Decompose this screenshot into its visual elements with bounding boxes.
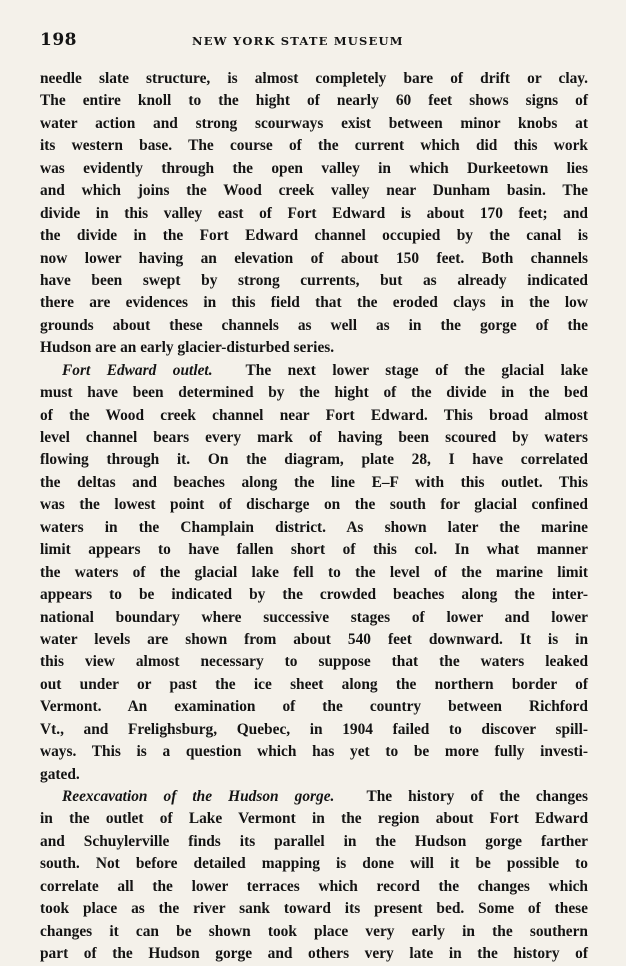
paragraph-3 [40, 786, 588, 966]
text-line: have been swept by strong currents, but as already indicated [40, 271, 588, 289]
text-line: Hudson are an early glacier-disturbed series. [40, 339, 335, 357]
section-heading-fort-edward-outlet: Fort Edward outlet. [62, 361, 213, 379]
text-line: limit appears to have fallen short of this col. In what manner [40, 541, 588, 559]
text-line: took place as the river sank toward its present bed. Some of these [40, 900, 588, 918]
text-line: national boundary where successive stages of lower and lower [40, 608, 588, 626]
text-line: was the lowest point of discharge on the south for glacial confined [40, 496, 588, 514]
page-number: 198 [40, 30, 77, 50]
text-line: out under or past the ice sheet along the northern border of [40, 675, 588, 693]
text-line: Vermont. An examination of the country between Richford [40, 698, 588, 716]
text-line: and which joins the Wood creek valley near Dunham basin. The [40, 182, 588, 200]
text-line: of the Wood creek channel near Fort Edward. This broad almost [40, 406, 588, 424]
text-line: appears to be indicated by the crowded beaches along the inter- [40, 586, 588, 604]
text-line: was evidently through the open valley in which Durkeetown lies [40, 159, 588, 177]
running-head [40, 30, 588, 54]
text-line: must have been determined by the hight of the divide in the bed [40, 384, 588, 402]
text-line: The entire knoll to the hight of nearly 60 feet shows signs of [40, 92, 588, 110]
text-line: and Schuylerville finds its parallel in the Hudson gorge farther [40, 832, 588, 850]
text-line: Vt., and Frelighsburg, Quebec, in 1904 failed to discover spill- [40, 720, 588, 738]
text-line: in the outlet of Lake Vermont in the region about Fort Edward [40, 810, 588, 828]
text-line: the divide in the Fort Edward channel occupied by the canal is [40, 227, 588, 245]
text-line [40, 786, 588, 808]
text-line: flowing through it. On the diagram, plate 28, I have correlated [40, 451, 588, 469]
running-title: NEW YORK STATE MUSEUM [192, 34, 404, 48]
text-line-rest: The history of the changes [366, 788, 588, 805]
text-line: waters in the Champlain district. As shown later the marine [40, 518, 588, 536]
paragraph-2 [40, 360, 588, 786]
text-line: part of the Hudson gorge and others very late in the history of [40, 945, 588, 963]
text-line: gated. [40, 765, 80, 783]
section-heading-reexcavation: Reexcavation of the Hudson gorge. [62, 788, 335, 805]
text-line: correlate all the lower terraces which record the changes which [40, 877, 588, 895]
text-line: there are evidences in this field that the eroded clays in the low [40, 294, 588, 312]
text-line: the waters of the glacial lake fell to the level of the marine limit [40, 563, 588, 581]
text-line: south. Not before detailed mapping is done will it be possible to [40, 855, 588, 873]
text-line: divide in this valley east of Fort Edward is about 170 feet; and [40, 204, 588, 222]
text-line: ways. This is a question which has yet to be more fully investi- [40, 743, 588, 761]
text-line: grounds about these channels as well as in the gorge of the [40, 316, 588, 334]
text-line: level channel bears every mark of having been scoured by waters [40, 429, 588, 446]
text-line: water action and strong scourways exist between minor knobs at [40, 114, 588, 132]
body-text [40, 68, 588, 966]
text-line: its western base. The course of the current which did this work [40, 137, 588, 155]
text-line: this view almost necessary to suppose that the waters leaked [40, 653, 588, 671]
text-line: changes it can be shown took place very early in the southern [40, 922, 588, 940]
text-line: now lower having an elevation of about 150 feet. Both channels [40, 249, 588, 267]
text-line: water levels are shown from about 540 feet downward. It is in [40, 630, 588, 648]
paragraph-1 [40, 68, 588, 360]
text-line [40, 360, 588, 382]
text-line-rest: The next lower stage of the glacial lake [245, 361, 588, 379]
text-line: the deltas and beaches along the line E–F with this outlet. This [40, 473, 588, 491]
text-line: needle slate structure, is almost completely bare of drift or clay. [40, 70, 588, 87]
